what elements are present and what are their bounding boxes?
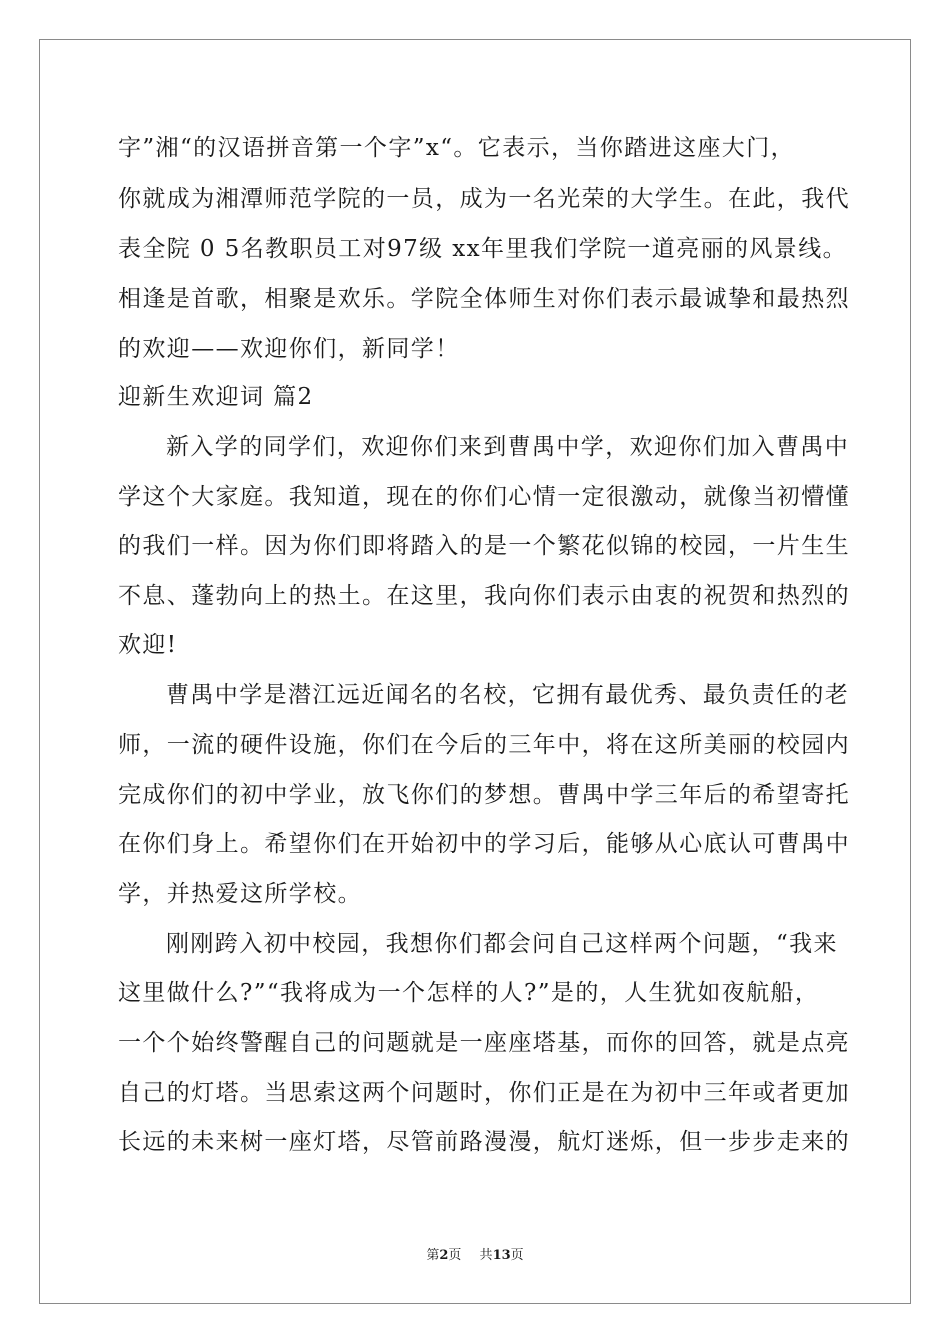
text-line: 不息、蓬勃向上的热土。在这里，我向你们表示由衷的祝贺和热烈的 (118, 583, 850, 609)
page-suffix: 页 (448, 1248, 462, 1263)
page-footer (0, 1247, 950, 1265)
paragraph-start: 新入学的同学们，欢迎你们来到曹禺中学，欢迎你们加入曹禺中 (166, 434, 850, 460)
text-line: 一个个始终警醒自己的问题就是一座座塔基，而你的回答，就是点亮 (118, 1030, 850, 1056)
page-number (426, 1247, 461, 1265)
text-line: 表全院 0 5名教职员工对97级 xx年里我们学院一道亮丽的风景线。 (118, 236, 848, 262)
page-border (39, 39, 911, 1304)
text-line: 的欢迎——欢迎你们，新同学！ (118, 336, 460, 362)
total-prefix: 共 (479, 1248, 493, 1263)
total-suffix: 页 (510, 1248, 524, 1263)
text-line: 学，并热爱这所学校。 (118, 881, 362, 907)
total-pages (480, 1247, 524, 1265)
text-line: 这里做什么?”“我将成为一个怎样的人?”是的，人生犹如夜航船， (118, 980, 820, 1006)
text-line: 学这个大家庭。我知道，现在的你们心情一定很激动，就像当初懵懂 (118, 484, 850, 510)
section-heading: 迎新生欢迎词 篇2 (118, 384, 314, 410)
current-page: 2 (439, 1248, 449, 1263)
paragraph-start: 曹禺中学是潜江远近闻名的名校，它拥有最优秀、最负责任的老 (166, 682, 850, 708)
text-line: 字”湘“的汉语拼音第一个字”x“。它表示，当你踏进这座大门， (118, 135, 796, 161)
total-count: 13 (492, 1248, 511, 1263)
text-line: 长远的未来树一座灯塔，尽管前路漫漫，航灯迷烁，但一步步走来的 (118, 1129, 850, 1155)
page-prefix: 第 (426, 1248, 440, 1263)
paragraph-start: 刚刚跨入初中校园，我想你们都会问自己这样两个问题，“我来 (166, 931, 838, 957)
text-line: 师，一流的硬件设施，你们在今后的三年中，将在这所美丽的校园内 (118, 732, 850, 758)
text-line: 自己的灯塔。当思索这两个问题时，你们正是在为初中三年或者更加 (118, 1080, 850, 1106)
text-line: 相逢是首歌，相聚是欢乐。学院全体师生对你们表示最诚挚和最热烈 (118, 286, 850, 312)
text-line: 的我们一样。因为你们即将踏入的是一个繁花似锦的校园，一片生生 (118, 533, 850, 559)
text-line: 欢迎! (118, 632, 178, 658)
text-line: 在你们身上。希望你们在开始初中的学习后，能够从心底认可曹禺中 (118, 831, 850, 857)
text-line: 完成你们的初中学业，放飞你们的梦想。曹禺中学三年后的希望寄托 (118, 782, 850, 808)
text-line: 你就成为湘潭师范学院的一员，成为一名光荣的大学生。在此，我代 (118, 186, 850, 212)
